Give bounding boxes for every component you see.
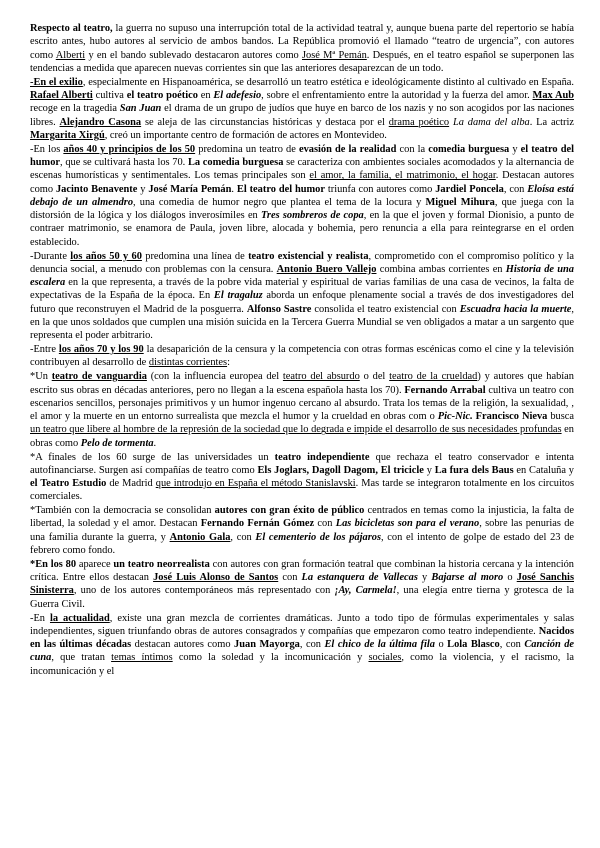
text-run: el teatro del humor: [30, 143, 575, 168]
text-run: predomina un teatro de: [195, 143, 299, 155]
text-run: con autores con gran formación teatral que combinan la historia cercana y la intención crítica. Entre ellos destacan: [30, 558, 574, 584]
text-run: Pelo de tormenta: [80, 437, 154, 449]
text-run: teatro del absurdo: [282, 371, 360, 383]
text-run: un teatro que libere al hombre de la represión de la sociedad que lo degrada e impide el desarrollo de sus necesidades profundas: [30, 424, 562, 436]
text-run: :: [227, 357, 230, 369]
text-run: Antonio Buero Vallejo: [276, 263, 377, 275]
text-run: Escuadra hacia la muerte: [459, 303, 572, 315]
text-run: cultiva: [92, 89, 127, 101]
text-run: , existe una gran mezcla de corrientes dramáticas. Junto a todo tipo de fórmulas experimentales y salas independientes, siguen triunfando obras de autores consagrados y compañías que empezaron como teatro independiente.: [30, 612, 574, 637]
text-run: El adefesio: [213, 89, 262, 101]
text-run: el Teatro Estudio: [30, 478, 107, 490]
text-run: , con: [299, 639, 325, 651]
text-run: o: [434, 639, 448, 651]
text-run: aparece: [76, 558, 114, 570]
text-run: y: [509, 143, 521, 155]
text-run: el drama de un grupo de judíos que huye en barco de los nazis y no son acogidos por las naciones libres.: [30, 103, 575, 128]
paragraph: [30, 451, 574, 504]
text-run: Margarita Xirgú: [30, 129, 105, 141]
text-run: , con: [499, 639, 525, 651]
text-run: la guerra no supuso una interrupción total de la actividad teatral y, aunque buena parte del repertorio se había escrito antes, hubo autores al servicio de ambos bandos. La República promovió el llamado “teatro de urgencia”, con autores como: [30, 23, 574, 61]
text-run: los años 70 y los 90: [58, 344, 144, 356]
text-run: recoge en la tragedia: [30, 103, 120, 115]
text-run: *En los 80: [30, 558, 77, 570]
text-run: distintas corrientes: [148, 357, 228, 369]
text-run: que rechaza el teatro conservador e intenta autofinanciarse. Surgen así compañías de teatro como: [30, 451, 574, 476]
text-run: ) y autores que habían escrito sus obras en décadas anteriores, pero no llegan a la escena española hasta los 70).: [30, 371, 574, 396]
text-run: temas íntimos: [111, 652, 173, 664]
paragraph: [30, 343, 574, 370]
text-run: ¡Ay, Carmela!: [334, 585, 397, 597]
text-run: Fernando Arrabal: [404, 384, 486, 396]
text-run: Jacinto Benavente: [55, 183, 138, 195]
text-run: Lola Blasco: [447, 639, 500, 651]
text-run: Els Joglars, Dagoll Dagom, El tricicle: [257, 464, 424, 476]
text-run: Pic-Nic.: [437, 411, 473, 423]
text-run: , que tratan: [51, 652, 112, 664]
text-run: destacan autores como: [131, 639, 235, 651]
text-run: (con la influencia europea del: [146, 371, 283, 383]
text-run: José Sanchis Sinisterra: [30, 572, 574, 597]
text-run: Canción de cuna: [30, 639, 575, 664]
paragraph: [30, 250, 574, 343]
text-run: en: [197, 89, 214, 101]
text-run: que introdujo en España el método Stanislavski: [155, 478, 356, 490]
text-run: teatro existencial y realista: [248, 250, 369, 262]
text-run: *A finales de los 60 surge de las universidades un: [30, 451, 275, 463]
text-run: , que juega con la distorsión de la lógica y los diálogos inverosímiles en: [30, 196, 575, 222]
text-run: . Después, en el teatro español se superponen las tendencias a medida que aparecen nuevas corrientes sin que las anteriores desaparezcan de un todo.: [30, 49, 575, 74]
text-run: sociales: [368, 652, 402, 664]
text-run: , sobre el enfrentamiento entre la autoridad y la fuerza del amor.: [261, 89, 533, 101]
text-run: Respecto al teatro,: [30, 23, 113, 34]
text-run: los años 50 y 60: [70, 250, 142, 262]
text-run: -Durante: [30, 250, 71, 262]
text-run: .: [153, 437, 157, 449]
text-run: , una elegía entre tierna y grotesca de la Guerra Civil.: [30, 585, 574, 610]
text-run: . Destacan autores como: [30, 170, 574, 195]
text-run: . Mas tarde se integraron totalmente en los circuitos comerciales.: [30, 478, 574, 503]
text-run: Jardiel Poncela: [435, 183, 504, 195]
text-run: , como la violencia, y el racismo, la incomunicación y el: [30, 652, 575, 677]
paragraph: [30, 370, 574, 450]
text-run: en la que representa, a través de la pobre vida material y espiritual de varias familias de una casa de vecinos, la falta de expectativas de la España de la época. En: [30, 277, 574, 302]
text-run: , en la que el joven y formal Dionisio, a punto de contraer matrimonio, se enamora de Paula, joven libre, alocada y bohemia, pero renuncia a ella para reintegrarse en el orden establecido.: [30, 210, 574, 248]
text-run: combina ambas corrientes en: [376, 263, 506, 275]
text-run: La comedia burguesa: [187, 156, 284, 168]
text-run: evasión de la realidad: [298, 143, 397, 155]
text-run: Miguel Mihura: [425, 196, 495, 208]
text-run: como la soledad y la incomunicación y: [172, 652, 369, 664]
text-run: centrados en temas como la injusticia, la falta de libertad, la soledad y el amor. Destacan: [30, 505, 574, 530]
text-run: José María Pemán: [148, 183, 232, 195]
text-run: Francisco Nieva: [475, 411, 548, 423]
text-run: o: [503, 572, 517, 584]
text-run: La dama del alba: [452, 116, 530, 128]
text-run: triunfa con autores como: [325, 183, 436, 195]
text-run: La fura dels Baus: [434, 464, 514, 476]
text-run: teatro independiente: [274, 451, 370, 463]
paragraph: [30, 504, 574, 557]
text-run: , creó un importante centro de formación de actores en Montevideo.: [104, 129, 387, 141]
text-run: , que se cultivará hasta los 70.: [60, 156, 188, 168]
text-run: , con el intento de golpe de estado del 23 de febrero como fondo.: [30, 531, 575, 557]
text-run: teatro de vanguardia: [51, 371, 147, 383]
text-run: se aleja de las circunstancias históricas y destaca por el: [141, 116, 389, 128]
text-run: y: [423, 464, 435, 476]
text-run: en Cataluña y: [513, 464, 574, 476]
text-run: Rafael Alberti: [30, 89, 93, 101]
paragraph: [30, 143, 574, 249]
text-run: teatro de la crueldad: [389, 371, 478, 383]
text-run: Eloísa está debajo de un almendro: [30, 183, 574, 208]
text-run: Bajarse al moro: [431, 572, 504, 584]
text-run: .: [231, 183, 237, 195]
text-run: , comprometido con el compromiso político y la denuncia social, a menudo con problemas con la censura.: [30, 250, 574, 275]
text-run: *Un: [30, 371, 52, 383]
text-run: busca: [547, 411, 574, 423]
text-run: José Luis Alonso de Santos: [153, 572, 279, 584]
text-run: la actualidad: [49, 612, 110, 624]
text-run: en obras como: [30, 424, 574, 449]
text-run: Historia de una escalera: [30, 263, 574, 289]
text-run: , sobre las penurias de una familia durante la guerra, y: [30, 518, 575, 543]
text-run: con: [278, 572, 302, 584]
text-run: aborda un enfoque plenamente social a través de dos investigadores del futuro que reconstruyen el Madrid de la posguerra.: [30, 290, 574, 315]
text-run: Las bicicletas son para el verano: [335, 518, 480, 530]
paragraph: [30, 612, 574, 678]
text-run: *También con la democracia se consolidan: [30, 505, 215, 517]
text-run: Nacidos en las últimas décadas: [30, 625, 574, 651]
text-run: -En: [30, 612, 50, 624]
text-run: -En el exilio: [30, 76, 83, 88]
text-run: o del: [359, 371, 390, 383]
text-run: de Madrid: [106, 478, 156, 490]
text-run: Juan Mayorga: [234, 639, 300, 651]
text-run: Antonio Gala: [169, 531, 231, 543]
text-run: José Mª Pemán: [302, 49, 367, 61]
text-run: un teatro neorrealista: [113, 558, 210, 570]
text-run: y en el bando sublevado destacaron autores como: [85, 49, 302, 61]
text-run: Tres sombreros de copa: [260, 210, 364, 222]
text-run: El tragaluz: [213, 290, 263, 302]
text-run: , en la que unos soldados que cumplen una misión suicida en la Tercera Guerra Mundial se ven obligados a matar a un sargento que representa el poder arbitrario.: [30, 303, 574, 342]
text-run: , con: [230, 531, 256, 543]
text-run: , una comedia de humor negro que plantea el tema de la locura y: [133, 196, 426, 208]
text-run: predomina una línea de: [141, 250, 249, 262]
text-run: El cementerio de los pájaros: [255, 531, 381, 543]
text-run: , especialmente en Hispanoamérica, se desarrolló un teatro estética e ideológicamente distinto al cultivado en España.: [82, 76, 574, 88]
paragraph: [30, 558, 574, 611]
paragraph: [30, 76, 574, 142]
text-run: comedia burguesa: [428, 143, 510, 155]
text-run: consolida el teatro existencial con: [311, 303, 460, 315]
text-run: Alberti: [55, 49, 86, 61]
text-run: con la: [396, 143, 429, 155]
text-run: Alejandro Casona: [59, 116, 142, 128]
text-run: drama poético: [388, 116, 450, 128]
text-run: Fernando Fernán Gómez: [200, 518, 315, 530]
text-run: -Entre: [30, 344, 59, 356]
text-run: cultiva un teatro con escenarios sencillos, personajes primitivos y un humor ingenuo cercano al absurdo. Trata los temas de la religión, la sexualidad, , el amor y la muerte en un entorno surrealista que mezcla el humor y la crueldad en obras com o: [30, 384, 574, 423]
text-run: El chico de la última fila: [324, 639, 435, 651]
text-run: autores con gran éxito de público: [214, 505, 365, 517]
text-run: Alfonso Sastre: [246, 303, 312, 315]
text-run: se caracteriza con ambientes sociales acomodados y la alternancia de escenas humorísticas y sentimentales. Los temas principales son: [30, 156, 574, 182]
text-run: la desaparición de la censura y la competencia con otras formas escénicas como el cine y la televisión contribuyen al desarrollo de: [30, 344, 574, 369]
document-body: [30, 22, 574, 678]
text-run: , con: [503, 183, 528, 195]
text-run: La estanquera de Vallecas: [301, 572, 418, 584]
text-run: , uno de los autores contemporáneos más representado con: [73, 585, 335, 597]
text-run: años 40 y principios de los 50: [63, 143, 196, 155]
text-run: San Juan: [119, 103, 162, 115]
text-run: el teatro poético: [126, 89, 198, 101]
paragraph: [30, 22, 574, 75]
text-run: -En los: [30, 143, 64, 155]
text-run: con: [314, 518, 336, 530]
text-run: y: [137, 183, 149, 195]
text-run: Max Aub: [532, 89, 575, 101]
text-run: . La actriz: [529, 116, 575, 128]
text-run: y: [417, 572, 432, 584]
text-run: el amor, la familia, el matrimonio, el hogar: [309, 170, 496, 182]
text-run: El teatro del humor: [236, 183, 325, 195]
